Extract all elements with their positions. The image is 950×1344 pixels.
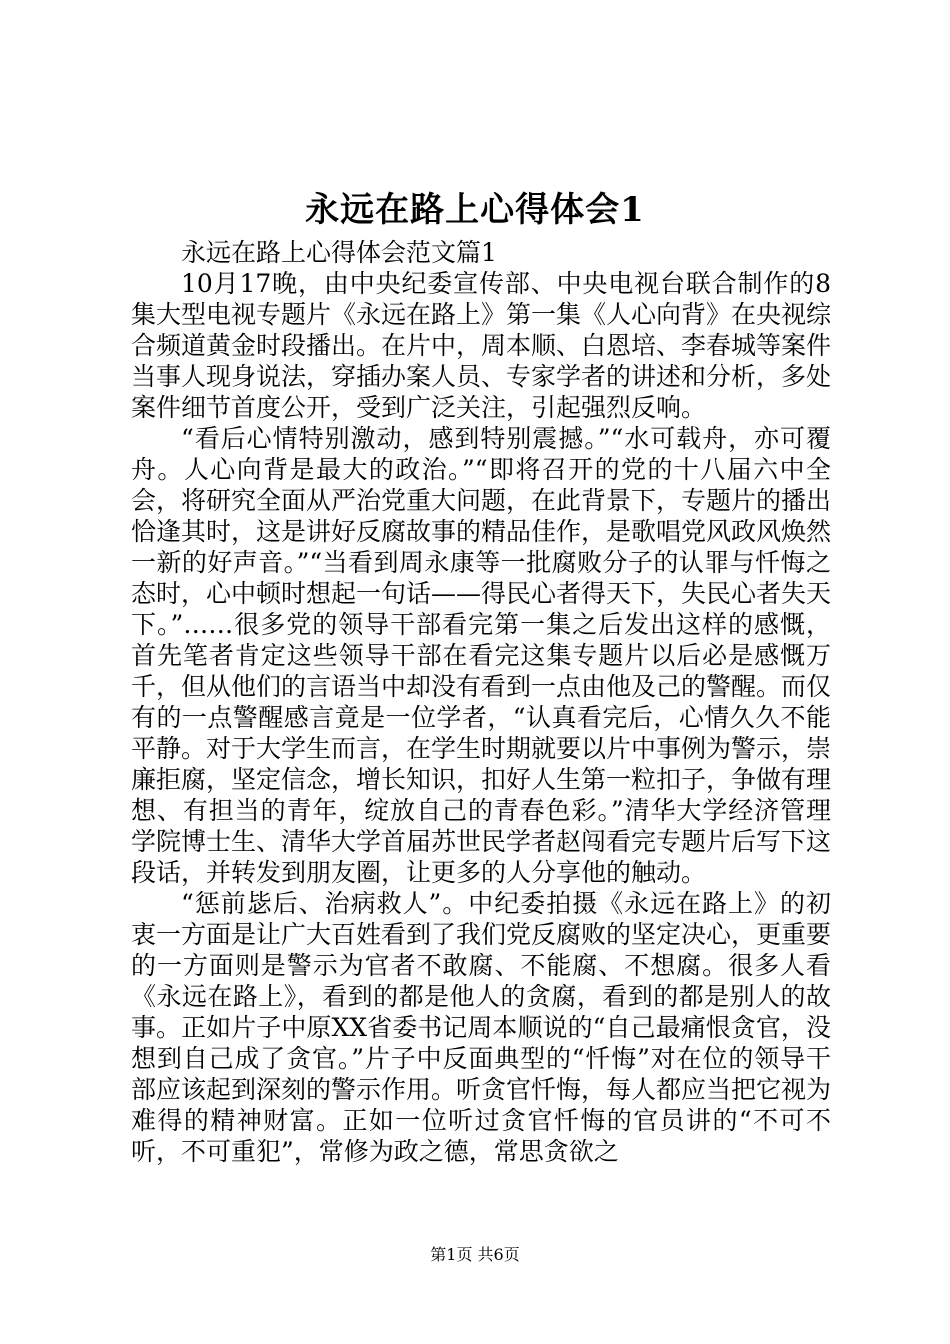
paragraph-3: “惩前毖后、治病救人”。中纪委拍摄《永远在路上》的初衷一方面是让广大百姓看到了我们党反腐败的坚定决心，更重要的一方面则是警示为官者不敢腐、不能腐、不想腐。很多人看《永远在路上》，看到的都是他人的贪腐，看到的都是别人的故事。正如片子中原XX省委书记周本顺说的“自己最痛恨贪官，没想到自己成了贪官。”片子中反面典型的“忏悔”对在位的领导干部应该起到深刻的警示作用。听贪官忏悔，每人都应当把它视为难得的精神财富。正如一位听过贪官忏悔的官员讲的“不可不听，不可重犯”，常修为政之德，常思贪欲之: [131, 889, 832, 1166]
paragraph-2: “看后心情特别激动，感到特别震撼。”“水可载舟，亦可覆舟。人心向背是最大的政治。”“即将召开的党的十八届六中全会，将研究全面从严治党重大问题，在此背景下，专题片的播出恰逢其时，这是讲好反腐故事的精品佳作，是歌唱党风政风焕然一新的好声音。”“当看到周永康等一批腐败分子的认罪与忏悔之态时，心中顿时想起一句话——得民心者得天下，失民心者失天下。”……很多党的领导干部看完第一集之后发出这样的感慨，首先笔者肯定这些领导干部在看完这集专题片以后必是感慨万千，但从他们的言语当中却没有看到一点由他及己的警醒。而仅有的一点警醒感言竟是一位学者，“认真看完后，心情久久不能平静。对于大学生而言，在学生时期就要以片中事例为警示，崇廉拒腐，坚定信念，增长知识，扣好人生第一粒扣子，争做有理想、有担当的青年，绽放自己的青春色彩。”清华大学经济管理学院博士生、清华大学首届苏世民学者赵闯看完专题片后写下这段话，并转发到朋友圈，让更多的人分享他的触动。: [131, 424, 832, 887]
subtitle: 永远在路上心得体会范文篇1: [181, 238, 497, 267]
document-title: 永远在路上心得体会1: [305, 190, 645, 230]
page-footer: 第1页 共6页: [430, 1245, 520, 1264]
document-body: [131, 237, 831, 1167]
paragraph-1: 10月17晚，由中央纪委宣传部、中央电视台联合制作的8集大型电视专题片《永远在路上》第一集《人心向背》在央视综合频道黄金时段播出。在片中，周本顺、白恩培、李春城等案件当事人现身说法，穿插办案人员、专家学者的讲述和分析，多处案件细节首度公开，受到广泛关注，引起强烈反响。: [131, 269, 832, 422]
